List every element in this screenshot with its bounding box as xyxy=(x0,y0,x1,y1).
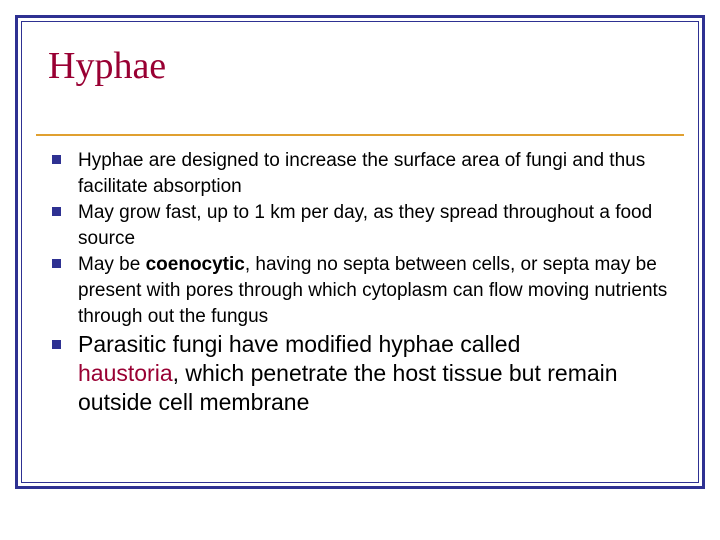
bullet-item-4 xyxy=(78,330,638,417)
bullet-item-3-keyword: coenocytic xyxy=(145,254,245,275)
square-bullet-icon xyxy=(52,155,61,164)
bullet-item-4-post: , which penetrate the host tissue but remain outside cell membrane xyxy=(78,360,618,415)
square-bullet-icon xyxy=(52,340,61,349)
square-bullet-icon xyxy=(52,207,61,216)
square-bullet-icon xyxy=(52,259,61,268)
bullet-item-3-post: , having no septa between cells, or septa may be present with pores through which cytoplasm can flow moving nutrients through out the fungus xyxy=(78,254,668,327)
slide-title: Hyphae xyxy=(48,45,167,87)
bullet-item-4-line-start: Parasitic fungi have modified hyphae called xyxy=(78,331,521,357)
bullet-item-3-pre: May be xyxy=(78,254,146,275)
bullet-item-1-text: Hyphae are designed to increase the surface area of fungi and thus facilitate absorption xyxy=(78,150,646,197)
bullet-item-3 xyxy=(78,252,688,330)
bullet-item-2-text: May grow fast, up to 1 km per day, as they spread throughout a food source xyxy=(78,202,653,249)
bullet-item-4-highlight: haustoria xyxy=(78,360,173,386)
bullet-item-2 xyxy=(78,200,688,252)
bullet-item-1 xyxy=(78,148,688,200)
